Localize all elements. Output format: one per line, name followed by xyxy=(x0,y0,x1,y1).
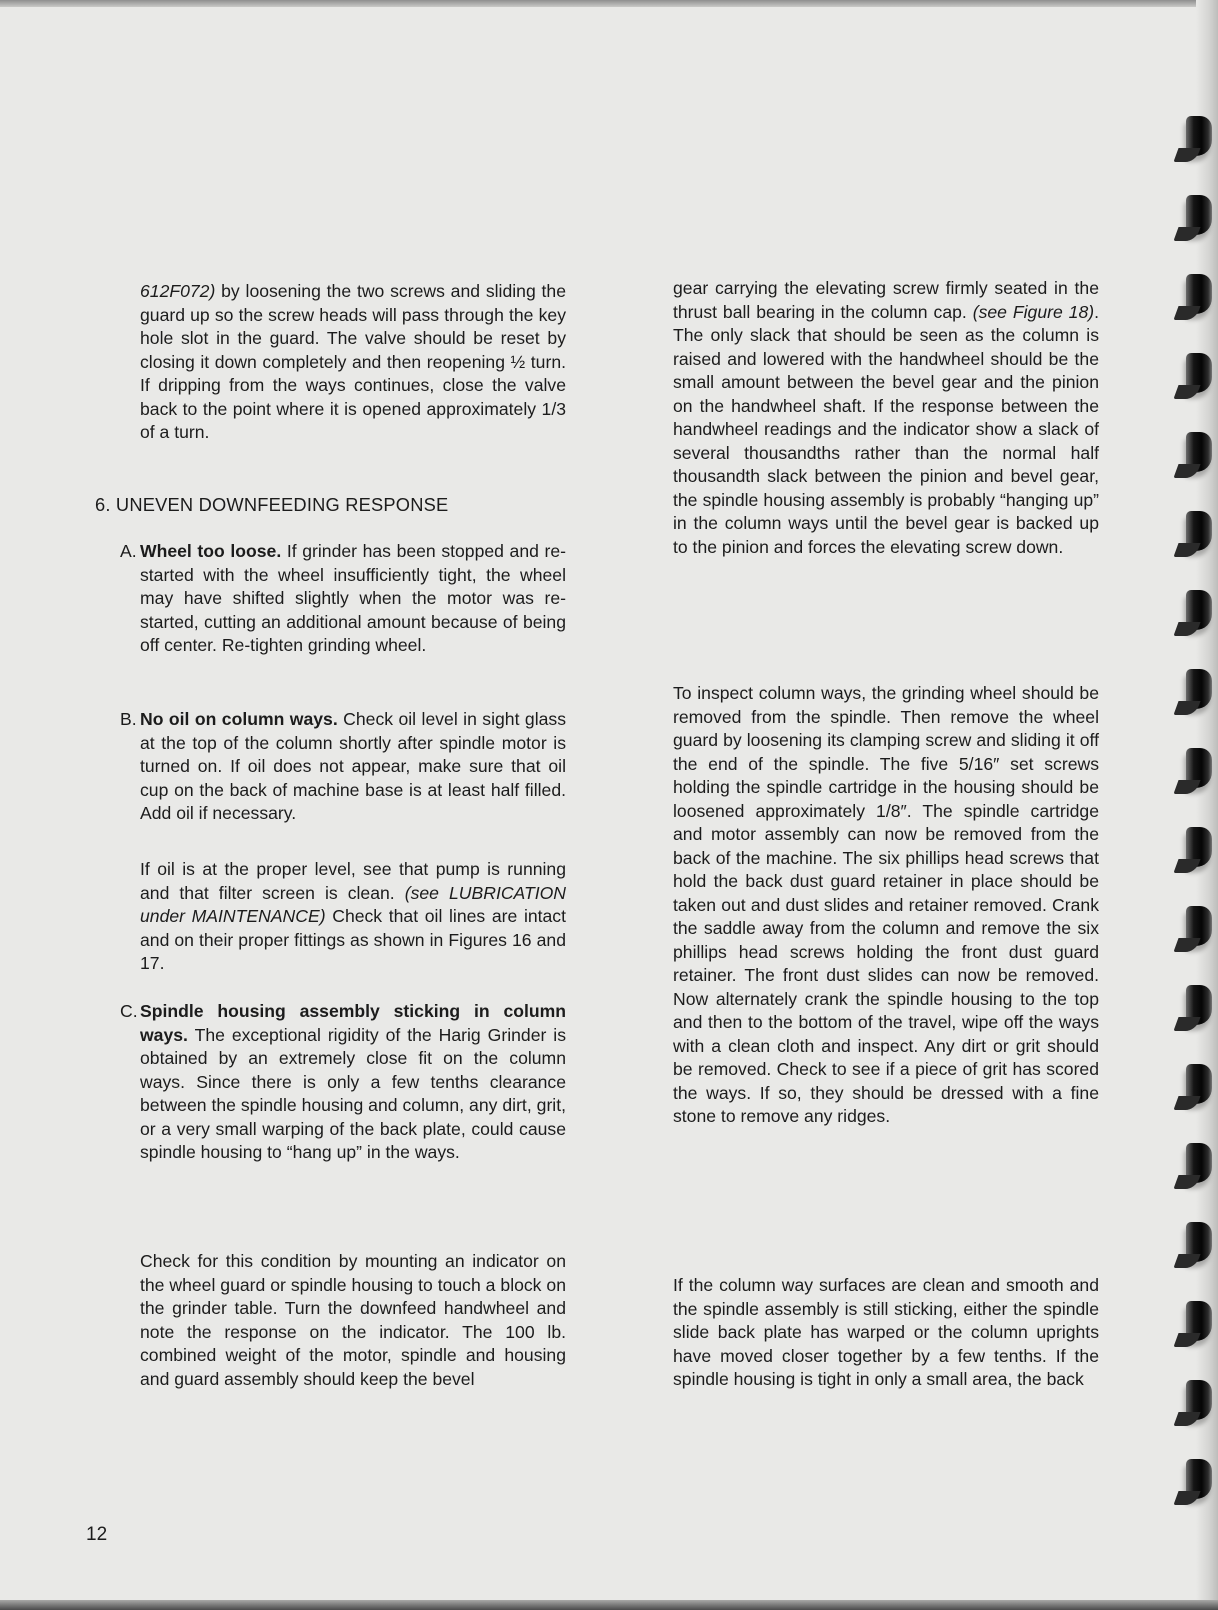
item-c-text: The exceptional rigidity of the Harig Grinder is obtained by an extremely close fit on the column ways. Since there is only a few tenths clearance between the spindle housing and column, any dirt, grit, or a very small warping of the back plate, could cause spindle housing to “hang up” in the ways. xyxy=(140,1024,566,1162)
item-a-label: A. xyxy=(120,541,137,561)
binding-ring xyxy=(1186,1064,1212,1104)
binding-ring xyxy=(1186,1459,1212,1499)
binding-ring xyxy=(1186,669,1212,709)
binding-ring xyxy=(1186,906,1212,946)
intro-paragraph xyxy=(140,280,566,445)
binding-ring xyxy=(1186,511,1212,551)
item-b-label: B. xyxy=(120,709,137,729)
binding-ring xyxy=(1186,985,1212,1025)
intro-paragraph-text: by loosening the two screws and sliding the guard up so the screw heads will pass through the key hole slot in the guard. The valve should be reset by closing it down completely and then reopening ½ turn. If dripping from the ways continues, close the valve back to the point where it is opened approximately 1/3 of a turn. xyxy=(140,281,566,442)
item-b-p2-text-after: Check that oil lines are intact and on their proper fittings as shown in Figures 16 and 17. xyxy=(140,906,566,973)
binding-ring xyxy=(1186,748,1212,788)
spiral-binding xyxy=(1176,110,1218,1540)
binding-ring xyxy=(1186,1301,1212,1341)
binding-ring xyxy=(1186,195,1212,235)
final-paragraph: If the column way surfaces are clean and smooth and the spindle assembly is still sticking, either the spindle slide back plate has warped or the column uprights have moved closer together by a few tenths. If the spindle housing is tight in only a small area, the back xyxy=(673,1275,1099,1389)
page-top-edge xyxy=(0,0,1218,7)
item-a-title: Wheel too loose. xyxy=(140,541,282,561)
item-b-title: No oil on column ways. xyxy=(140,709,338,729)
item-b-paragraph-2 xyxy=(140,858,566,976)
binding-ring xyxy=(1186,432,1212,472)
lubrication-reference: (see LUBRICATION under MAINTENANCE) xyxy=(140,882,566,926)
binding-ring xyxy=(1186,274,1212,314)
binding-ring xyxy=(1186,353,1212,393)
item-b-text: Check oil level in sight glass at the top of the column shortly after spindle motor is turned on. If oil does not appear, make sure that oil cup on the back of machine base is at least half filled. Add oil if necessary. xyxy=(140,709,566,823)
page-number: 12 xyxy=(86,1524,108,1545)
binding-ring xyxy=(1186,1380,1212,1420)
troubleshoot-item-c xyxy=(120,1000,566,1165)
continuation-text-after: . The only slack that should be seen as the column is raised and lowered with the handwheel should be the small amount between the bevel gear and the pinion on the handwheel shaft. If the response between the handwheel readings and the indicator show a slack of several thousandths rather than the normal half thousandth slack between the pinion and bevel gear, the spindle housing assembly is probably “hanging up” in the column ways until the bevel gear is backed up to the pinion and forces the elevating screw down. xyxy=(673,301,1099,557)
continuation-text-before: gear carrying the elevating screw firmly seated in the thrust ball bearing in the column cap. xyxy=(673,278,1099,322)
binding-ring xyxy=(1186,1143,1212,1183)
binding-ring xyxy=(1186,590,1212,630)
part-number-reference: 612F072) xyxy=(140,281,216,301)
item-b-p2-text-before: If oil is at the proper level, see that pump is running and that filter screen is clean. xyxy=(140,859,566,903)
item-c-label: C. xyxy=(120,1001,138,1021)
troubleshoot-item-a xyxy=(120,540,567,658)
troubleshoot-item-b xyxy=(120,708,566,826)
inspect-column-ways-paragraph: To inspect column ways, the grinding wheel should be removed from the spindle. Then remove the wheel guard by loosening its clamping screw and sliding it off the end of the spindle. The five 5/16″ set screws holding the spindle cartridge in the housing should be loosened approximately 1/8″. The spindle cartridge and motor assembly can now be removed from the back of the machine. The six phillips head screws that hold the back dust guard retainer in place should be taken out and dust slides and retainer removed. Crank the saddle away from the column and remove the six phillips head screws holding the front dust guard retainer. The front dust slides can now be removed. Now alternately crank the spindle housing to the top and then to the bottom of the travel, wipe off the ways with a clean cloth and inspect. Any dirt or grit should be removed. Check to see if a piece of grit has scored the ways. If so, they should be dressed with a fine stone to remove any ridges. xyxy=(673,683,1099,1126)
figure-18-reference: (see Figure 18) xyxy=(972,301,1095,322)
binding-ring xyxy=(1186,1222,1212,1262)
item-c-title: Spindle housing assembly sticking in column ways. xyxy=(140,1001,566,1045)
page-bottom-edge xyxy=(0,1600,1218,1610)
binding-ring xyxy=(1186,116,1212,156)
section-heading: 6. UNEVEN DOWNFEEDING RESPONSE xyxy=(95,494,449,515)
continuation-paragraph xyxy=(673,277,1099,559)
check-condition-paragraph: Check for this condition by mounting an indicator on the wheel guard or spindle housing to touch a block on the grinder table. Turn the downfeed handwheel and note the response on the indicator. The 100 lb. combined weight of the motor, spindle and housing and guard assembly should keep the bevel xyxy=(140,1251,566,1389)
item-a-text: If grinder has been stopped and re-started with the wheel insufficiently tight, the wheel may have shifted slightly when the motor was re-started, cutting an additional amount because of being off center. Re-tighten grinding wheel. xyxy=(140,541,567,655)
binding-ring xyxy=(1186,827,1212,867)
